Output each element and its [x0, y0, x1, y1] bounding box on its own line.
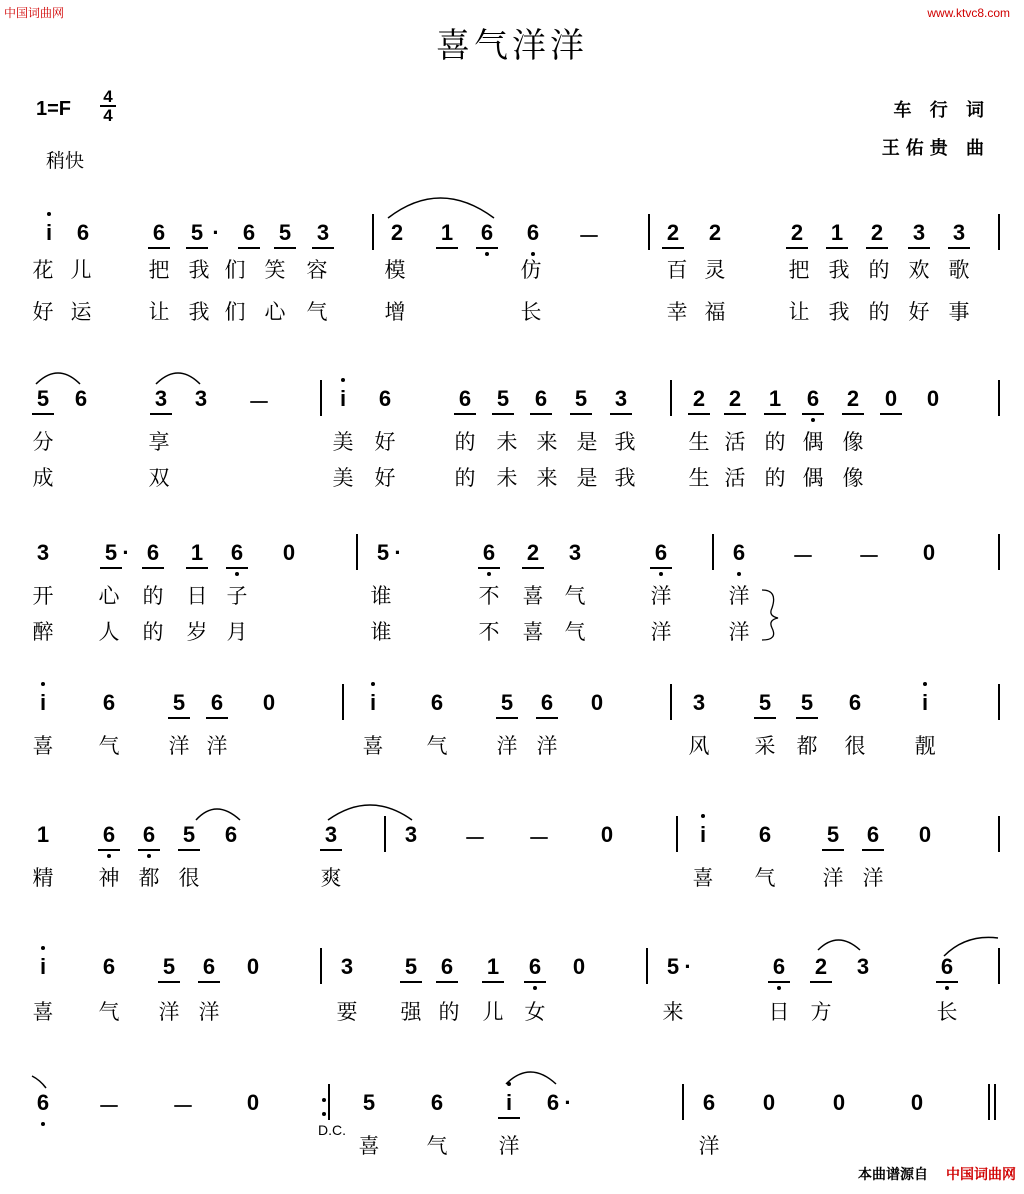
lyric-verse-2: 好	[374, 466, 396, 490]
lyric-verse-1: 把	[148, 258, 170, 282]
note: 2	[390, 220, 404, 245]
sustain-dash: －	[97, 1094, 120, 1119]
lyric-verse-2: 未	[496, 466, 518, 490]
note: 2	[686, 386, 712, 412]
lyric-verse-2: 福	[704, 300, 726, 324]
lyric-verse-1: 儿	[70, 258, 92, 282]
source-label: 本曲谱源自	[858, 1167, 928, 1183]
lyricist-credit: 车 行 词	[893, 100, 990, 121]
note: 3	[906, 220, 932, 246]
slur	[818, 940, 860, 950]
augmentation-dot: ·	[394, 540, 402, 565]
lyric-verse-2: 不	[478, 620, 500, 644]
note: i	[496, 1090, 522, 1116]
note: 6	[546, 1090, 560, 1115]
lyric-verse-1: 笑	[264, 258, 286, 282]
note: 5	[98, 540, 124, 566]
note: 1	[184, 540, 210, 566]
lyric-verse-1: 气	[426, 1134, 448, 1158]
note: 3	[692, 690, 706, 715]
slur	[328, 805, 412, 820]
lyric-verse-1: 喜	[522, 584, 544, 608]
lyric-verse-2: 醉	[32, 620, 54, 644]
note: 6	[800, 386, 826, 412]
note: 2	[660, 220, 686, 246]
note: 2	[840, 386, 866, 412]
note: 2	[864, 220, 890, 246]
lyric-verse-1: 喜	[32, 1000, 54, 1024]
note: 5	[156, 954, 182, 980]
note: 6	[140, 540, 166, 566]
note: 3	[148, 386, 174, 412]
note: 6	[474, 220, 500, 246]
note: 3	[340, 954, 354, 979]
lyric-verse-1: 活	[724, 430, 746, 454]
lyric-verse-1: 来	[662, 1000, 684, 1024]
lyric-verse-2: 像	[842, 466, 864, 490]
note: 6	[102, 690, 116, 715]
note: 2	[708, 220, 722, 245]
lyric-verse-1: 洋	[822, 866, 844, 890]
lyric-verse-1: 儿	[482, 1000, 504, 1024]
lyric-verse-1: 偶	[802, 430, 824, 454]
note: 6	[96, 822, 122, 848]
lyric-verse-2: 气	[306, 300, 328, 324]
lyric-verse-1: 风	[688, 734, 710, 758]
note: 0	[878, 386, 904, 412]
note: 0	[590, 690, 604, 715]
note: 0	[762, 1090, 776, 1115]
slur	[388, 198, 494, 218]
augmentation-dot: ·	[122, 540, 130, 565]
lyric-verse-1: 灵	[704, 258, 726, 282]
note: 6	[434, 954, 460, 980]
lyric-verse-1: 享	[148, 430, 170, 454]
slur	[944, 937, 998, 956]
lyric-verse-2: 偶	[802, 466, 824, 490]
lyric-verse-1: 女	[524, 1000, 546, 1024]
lyric-verse-1: 的	[868, 258, 890, 282]
lyric-verse-1: 喜	[358, 1134, 380, 1158]
lyric-verse-1: 开	[32, 584, 54, 608]
song-title: 喜气洋洋	[436, 26, 588, 66]
note: 0	[282, 540, 296, 565]
note: 0	[572, 954, 586, 979]
lyric-verse-1: 采	[754, 734, 776, 758]
note: 6	[848, 690, 862, 715]
sustain-dash: －	[791, 544, 814, 569]
note: 5	[398, 954, 424, 980]
note: 1	[434, 220, 460, 246]
note: 3	[318, 822, 344, 848]
lyric-verse-1: 气	[98, 1000, 120, 1024]
key-signature: 1=F	[36, 98, 72, 120]
note: 6	[196, 954, 222, 980]
note: 0	[246, 1090, 260, 1115]
lyric-verse-1: 谁	[370, 584, 392, 608]
lyric-verse-2: 成	[32, 466, 54, 490]
note: 5	[568, 386, 594, 412]
note: 6	[522, 954, 548, 980]
lyric-verse-1: 们	[224, 258, 246, 282]
lyric-verse-1: 长	[936, 1000, 958, 1024]
lyric-verse-1: 洋	[206, 734, 228, 758]
source-site: 中国词曲网	[946, 1167, 1016, 1183]
note: 6	[146, 220, 172, 246]
note: 1	[36, 822, 50, 847]
note: 2	[722, 386, 748, 412]
note: 0	[926, 386, 940, 411]
lyric-verse-2: 喜	[522, 620, 544, 644]
note: 6	[30, 1090, 56, 1116]
note: 3	[568, 540, 582, 565]
lyric-verse-1: 的	[454, 430, 476, 454]
time-signature-bottom: 4	[100, 105, 116, 124]
lyric-verse-2: 谁	[370, 620, 392, 644]
note: i	[30, 954, 56, 980]
note: i	[30, 690, 56, 716]
lyric-verse-1: 生	[688, 430, 710, 454]
note: 5	[184, 220, 210, 246]
note: 5	[176, 822, 202, 848]
note: 5	[30, 386, 56, 412]
note: 6	[452, 386, 478, 412]
note: i	[330, 386, 356, 412]
lyric-verse-1: 我	[614, 430, 636, 454]
lyric-verse-1: 洋	[168, 734, 190, 758]
note: 1	[762, 386, 788, 412]
lyric-verse-1: 方	[810, 1000, 832, 1024]
lyric-verse-1: 分	[32, 430, 54, 454]
note: 2	[520, 540, 546, 566]
lyric-verse-2: 们	[224, 300, 246, 324]
note: 5	[362, 1090, 376, 1115]
note: i	[912, 690, 938, 716]
lyric-verse-2: 运	[70, 300, 92, 324]
lyric-verse-2: 的	[764, 466, 786, 490]
note: 6	[76, 220, 90, 245]
lyric-verse-1: 好	[374, 430, 396, 454]
lyric-verse-2: 事	[948, 300, 970, 324]
note: 0	[922, 540, 936, 565]
note: 6	[430, 1090, 444, 1115]
lyric-verse-1: 强	[400, 1000, 422, 1024]
lyric-verse-1: 心	[98, 584, 120, 608]
note: 3	[36, 540, 50, 565]
note: 6	[224, 822, 238, 847]
lyric-verse-2: 增	[384, 300, 406, 324]
note: 3	[856, 954, 870, 979]
lyric-verse-1: 都	[796, 734, 818, 758]
lyric-verse-1: 神	[98, 866, 120, 890]
note: 6	[934, 954, 960, 980]
lyric-verse-1: 洋	[498, 1134, 520, 1158]
note: 3	[608, 386, 634, 412]
note: 6	[476, 540, 502, 566]
lyric-verse-1: 日	[768, 1000, 790, 1024]
note: 6	[430, 690, 444, 715]
lyric-verse-1: 精	[32, 866, 54, 890]
lyric-verse-2: 洋	[650, 620, 672, 644]
lyric-verse-1: 百	[666, 258, 688, 282]
lyric-verse-2: 长	[520, 300, 542, 324]
lyric-verse-2: 让	[788, 300, 810, 324]
lyric-verse-2: 我	[828, 300, 850, 324]
lyric-verse-1: 我	[188, 258, 210, 282]
composer-credit: 王佑贵 曲	[881, 138, 990, 159]
lyric-verse-1: 喜	[692, 866, 714, 890]
sustain-dash: －	[577, 224, 600, 249]
note: 6	[520, 220, 546, 246]
note: 1	[480, 954, 506, 980]
note: 5	[794, 690, 820, 716]
note: 6	[534, 690, 560, 716]
note: 5	[376, 540, 390, 565]
lyric-verse-1: 洋	[650, 584, 672, 608]
lyric-verse-1: 洋	[536, 734, 558, 758]
note: i	[36, 220, 62, 246]
lyric-verse-2: 活	[724, 466, 746, 490]
note: 6	[766, 954, 792, 980]
lyric-verse-1: 子	[226, 584, 248, 608]
note: 5	[166, 690, 192, 716]
slur	[196, 809, 240, 820]
note: i	[690, 822, 716, 848]
lyric-verse-2: 气	[564, 620, 586, 644]
lyric-verse-2: 洋	[728, 620, 750, 644]
note: 0	[832, 1090, 846, 1115]
sustain-dash: －	[857, 544, 880, 569]
note: 3	[194, 386, 208, 411]
lyric-verse-2: 好	[32, 300, 54, 324]
lyric-verse-1: 的	[142, 584, 164, 608]
note: 0	[600, 822, 614, 847]
note: 6	[102, 954, 116, 979]
lyric-verse-1: 像	[842, 430, 864, 454]
lyric-verse-1: 来	[536, 430, 558, 454]
lyric-verse-2: 让	[148, 300, 170, 324]
note: 6	[378, 386, 392, 411]
slur	[506, 1072, 556, 1084]
sustain-dash: －	[463, 826, 486, 851]
lyric-verse-2: 的	[142, 620, 164, 644]
note: 1	[824, 220, 850, 246]
note: 3	[310, 220, 336, 246]
note: 6	[648, 540, 674, 566]
lyric-verse-1: 不	[478, 584, 500, 608]
note: 0	[918, 822, 932, 847]
lyric-verse-1: 把	[788, 258, 810, 282]
lyric-verse-1: 很	[178, 866, 200, 890]
lyric-verse-1: 喜	[362, 734, 384, 758]
lyric-verse-1: 歌	[948, 258, 970, 282]
lyric-verse-2: 我	[614, 466, 636, 490]
note: 5	[666, 954, 680, 979]
note: 6	[528, 386, 554, 412]
lyric-verse-1: 花	[32, 258, 54, 282]
note: 2	[784, 220, 810, 246]
note: i	[360, 690, 386, 716]
lyric-verse-1: 很	[844, 734, 866, 758]
time-signature-top: 4	[103, 87, 113, 106]
lyric-verse-2: 岁	[186, 620, 208, 644]
lyric-verse-1: 气	[564, 584, 586, 608]
note: 6	[726, 540, 752, 566]
note: 6	[74, 386, 88, 411]
note: 6	[702, 1090, 716, 1115]
lyric-verse-1: 气	[754, 866, 776, 890]
lyric-verse-1: 洋	[158, 1000, 180, 1024]
note: 6	[136, 822, 162, 848]
lyric-verse-1: 喜	[32, 734, 54, 758]
note: 2	[808, 954, 834, 980]
watermark-right: www.ktvc8.com	[927, 6, 1010, 20]
lyric-verse-2: 来	[536, 466, 558, 490]
lyric-verse-1: 的	[764, 430, 786, 454]
da-capo-mark: D.C.	[318, 1122, 346, 1138]
lyric-verse-2: 的	[868, 300, 890, 324]
lyric-verse-2: 的	[454, 466, 476, 490]
note: 3	[404, 822, 418, 847]
lyric-verse-1: 模	[384, 258, 406, 282]
note: 5	[820, 822, 846, 848]
lyric-verse-2: 幸	[666, 300, 688, 324]
lyric-verse-1: 洋	[198, 1000, 220, 1024]
lyric-verse-2: 好	[908, 300, 930, 324]
note: 6	[204, 690, 230, 716]
note: 0	[246, 954, 260, 979]
lyric-verse-1: 我	[828, 258, 850, 282]
lyric-verse-1: 洋	[698, 1134, 720, 1158]
lyric-verse-1: 未	[496, 430, 518, 454]
lyric-verse-1: 日	[186, 584, 208, 608]
lyric-verse-1: 欢	[908, 258, 930, 282]
note: 3	[946, 220, 972, 246]
slur	[156, 373, 200, 384]
augmentation-dot: ·	[212, 220, 220, 245]
lyric-verse-1: 仿	[520, 258, 542, 282]
note: 0	[910, 1090, 924, 1115]
lyric-verse-1: 气	[426, 734, 448, 758]
note: 5	[272, 220, 298, 246]
slur	[32, 1076, 46, 1088]
lyric-verse-2: 是	[576, 466, 598, 490]
slur	[36, 373, 80, 384]
note: 6	[224, 540, 250, 566]
lyric-verse-1: 容	[306, 258, 328, 282]
lyric-verse-2: 人	[98, 620, 120, 644]
lyric-verse-1: 洋	[496, 734, 518, 758]
lyric-verse-1: 洋	[728, 584, 750, 608]
tempo-marking: 稍快	[46, 150, 85, 172]
lyric-verse-1: 的	[438, 1000, 460, 1024]
lyric-verse-2: 心	[264, 300, 286, 324]
note: 6	[236, 220, 262, 246]
sustain-dash: －	[527, 826, 550, 851]
note: 5	[752, 690, 778, 716]
note: 5	[490, 386, 516, 412]
note: 5	[494, 690, 520, 716]
lyric-verse-1: 美	[332, 430, 354, 454]
lyric-verse-2: 美	[332, 466, 354, 490]
sustain-dash: －	[171, 1094, 194, 1119]
lyric-verse-1: 爽	[320, 866, 342, 890]
note: 0	[262, 690, 276, 715]
lyric-verse-1: 要	[336, 1000, 358, 1024]
lyric-verse-2: 生	[688, 466, 710, 490]
lyric-verse-1: 洋	[862, 866, 884, 890]
sustain-dash: －	[247, 390, 270, 415]
note: 6	[860, 822, 886, 848]
lyric-verse-1: 气	[98, 734, 120, 758]
lyric-verse-1: 是	[576, 430, 598, 454]
augmentation-dot: ·	[564, 1090, 572, 1115]
lyric-verse-2: 双	[148, 466, 170, 490]
note: 6	[758, 822, 772, 847]
watermark-left: 中国词曲网	[4, 6, 65, 20]
arpeggio-brace	[762, 590, 778, 640]
lyric-verse-2: 我	[188, 300, 210, 324]
augmentation-dot: ·	[684, 954, 692, 979]
lyric-verse-1: 靓	[914, 734, 936, 758]
lyric-verse-1: 都	[138, 866, 160, 890]
lyric-verse-2: 月	[226, 620, 248, 644]
